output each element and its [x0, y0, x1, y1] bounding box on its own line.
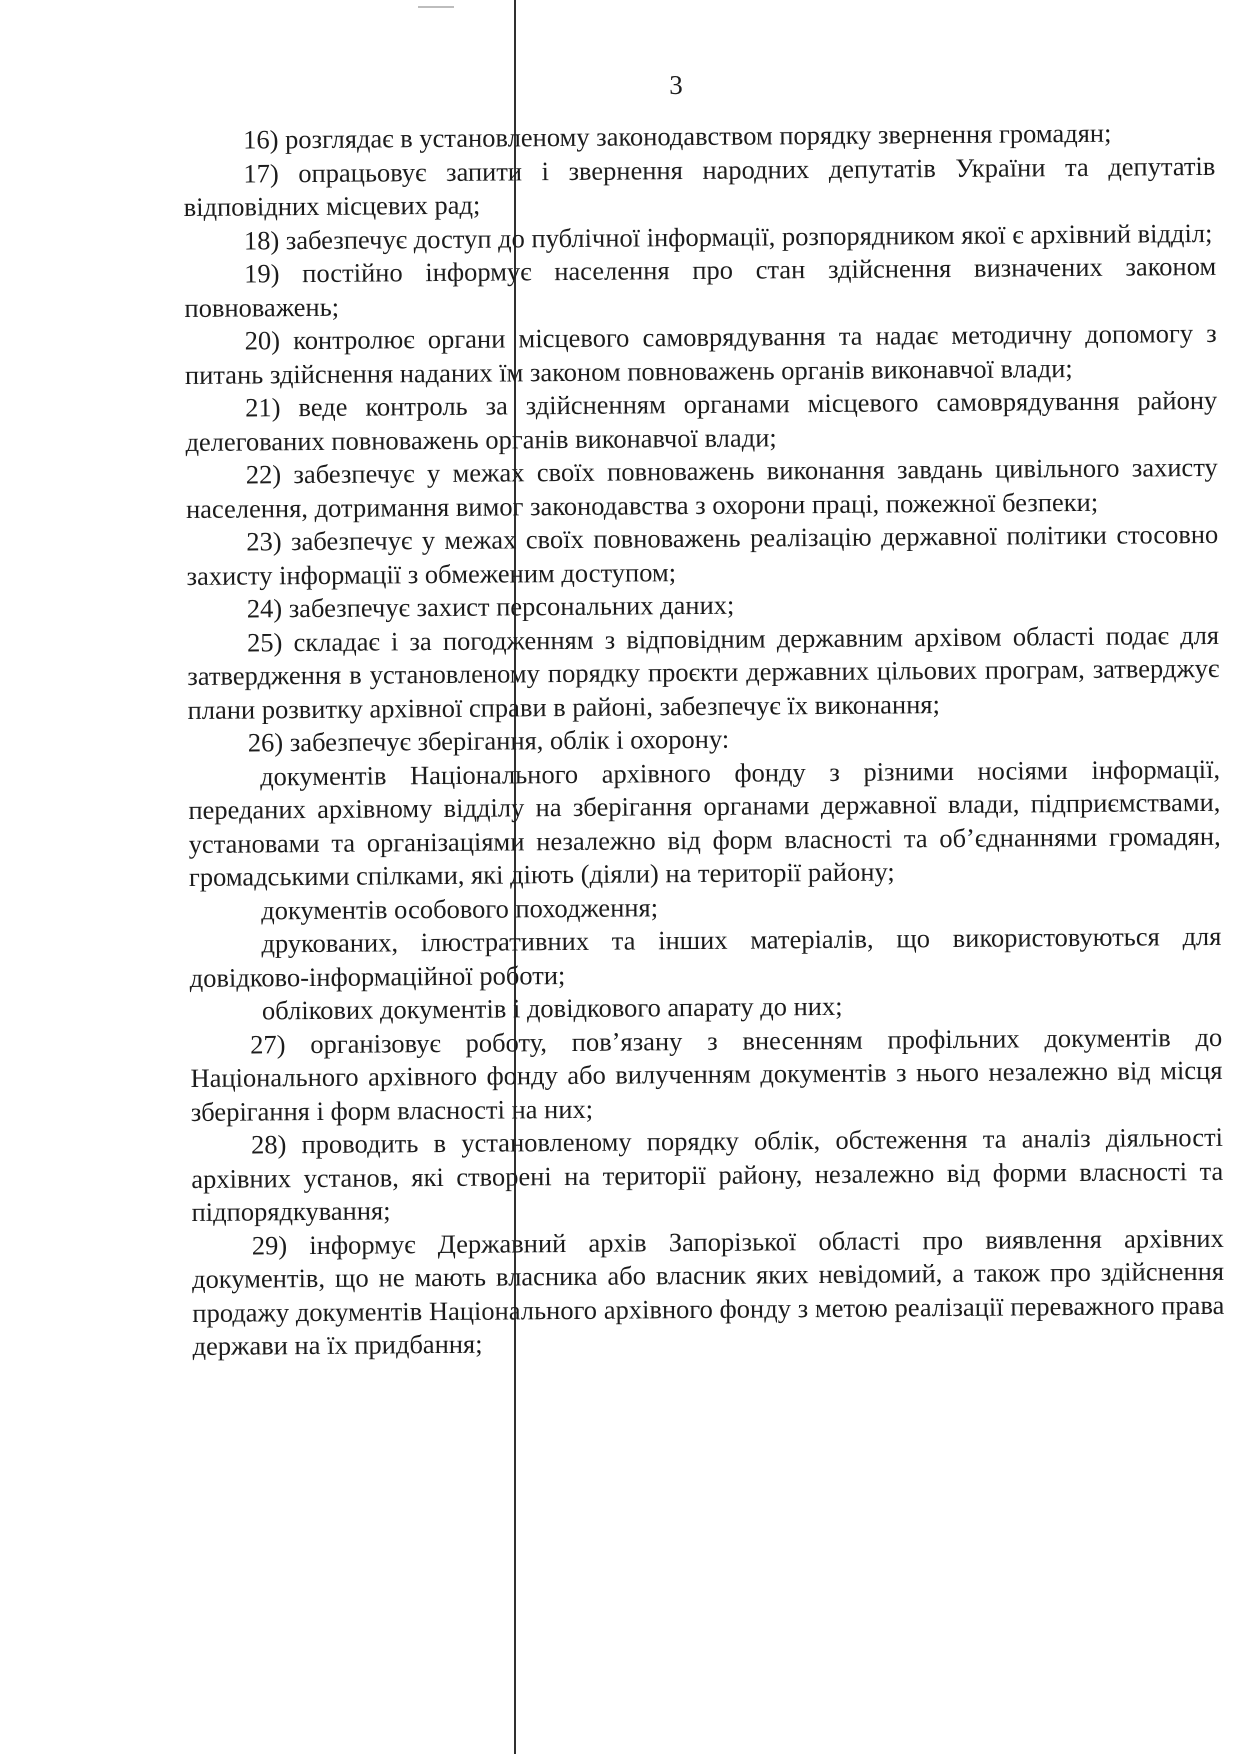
list-item-19: 19) постійно інформує населення про стан здійснення визначених законом повноважень; [184, 250, 1217, 323]
list-item-24: 24) забезпечує захист персональних даних; [246, 589, 735, 624]
list-item-29: 29) інформує Державний архів Запорізької області про виявлення архівних документів, що не мають власника або власник яких невідомий, а також про здійснення продажу документів Національного архівного фонду з метою реалізації переважного права держави на їх придбання; [191, 1222, 1225, 1361]
list-item-28: 28) проводить в установленому порядку облік, обстеження та аналіз діяльності архівних установ, які створені на території району, незалежно від форми власності та підпорядкування; [191, 1121, 1224, 1227]
document-body [183, 116, 1225, 1364]
sub-item-printed-materials: друкованих, ілюстративних та інших матеріалів, що використовуються для довідково-інформаційної роботи; [189, 920, 1222, 993]
sub-item-naf-documents: документів Національного архівного фонду з різними носіями інформації, переданих архівному відділу на зберігання органами державної влади, підприємствами, установами та організаціями незалежно від форм власності та об’єднаннями громадян, громадськими спілками, які діють (діяли) на території району; [188, 753, 1221, 892]
sub-item-accounting-documents: облікових документів і довідкового апарату до них; [261, 990, 843, 1026]
list-item-26: 26) забезпечує зберігання, облік і охорону: [247, 723, 730, 758]
list-item-18: 18) забезпечує доступ до публічної інформації, розпорядником якої є архівний відділ; [243, 217, 1213, 256]
scan-artifact-mark [418, 6, 454, 8]
list-item-25: 25) складає і за погодженням з відповідним державним архівом області подає для затвердження в установленому порядку проєкти державних цільових програм, затверджує плани розвитку архівної справи в районі, забезпечує їх виконання; [187, 619, 1220, 725]
list-item-16: 16) розглядає в установленому законодавством порядку звернення громадян; [243, 117, 1112, 155]
list-item-22: 22) забезпечує у межах своїх повноважень виконання завдань цивільного захисту населення, дотримання вимог законодавства з охорони праці, пожежної безпеки; [185, 451, 1218, 524]
list-item-21: 21) веде контроль за здійсненням органами місцевого самоврядування району делегованих повноважень органів виконавчої влади; [185, 384, 1218, 457]
page-number: 3 [669, 70, 683, 100]
list-item-27: 27) організовує роботу, пов’язану з внесенням профільних документів до Національного архівного фонду або вилученням документів з нього незалежно від місця зберігання і форм власності на них; [190, 1021, 1223, 1127]
list-item-23: 23) забезпечує у межах своїх повноважень реалізацію державної політики стосовно захисту інформації з обмеженим доступом; [186, 518, 1219, 591]
list-item-17: 17) опрацьовує запити і звернення народних депутатів України та депутатів відповідних місцевих рад; [183, 150, 1216, 222]
sub-item-personal-documents: документів особового походження; [261, 891, 659, 925]
list-item-20: 20) контролює органи місцевого самоврядування та надає методичну допомогу з питань здійснення наданих їм законом повноважень органів виконавчої влади; [184, 317, 1217, 390]
